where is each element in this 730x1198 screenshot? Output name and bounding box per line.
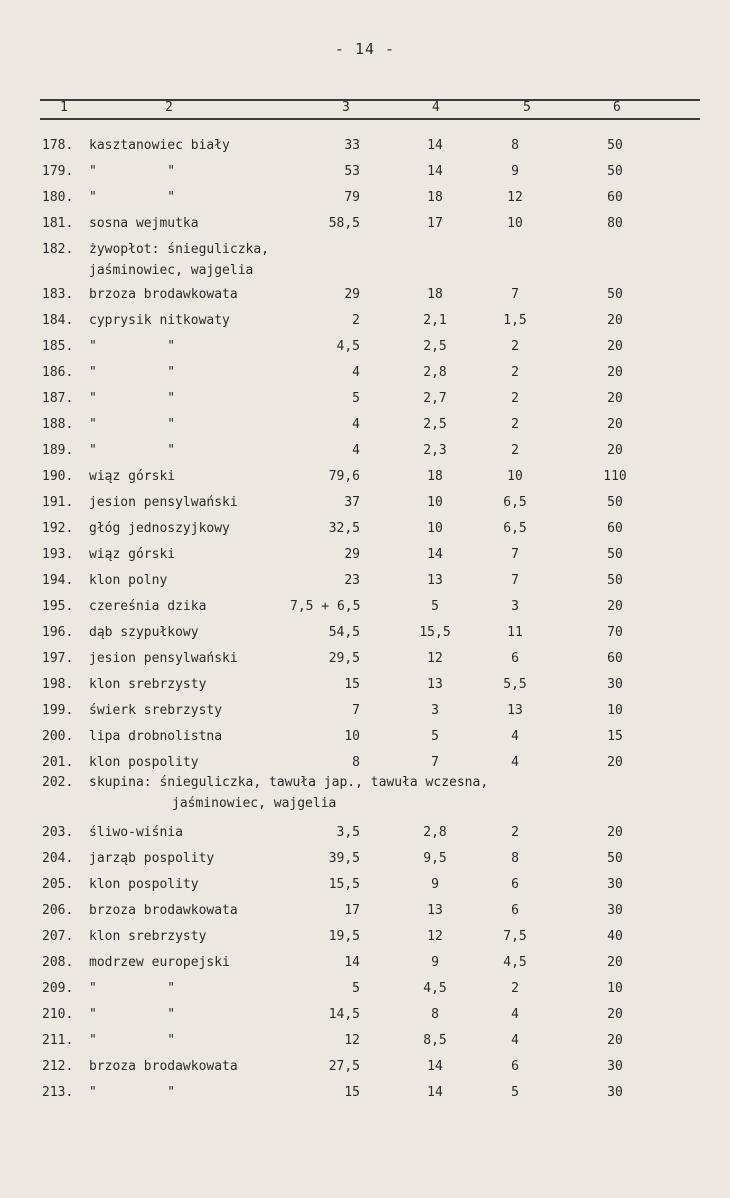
row-col-6: 20 <box>607 955 623 970</box>
row-col-6: 20 <box>607 365 623 380</box>
column-header-6: 6 <box>613 100 621 115</box>
row-col-4: 2,5 <box>423 417 447 432</box>
row-col-3: 12 <box>344 1033 360 1048</box>
row-number: 213. <box>42 1085 74 1100</box>
row-number: 181. <box>42 216 74 231</box>
row-col-5: 4 <box>511 1033 519 1048</box>
row-col-4: 12 <box>427 929 443 944</box>
row-col-6: 20 <box>607 825 623 840</box>
row-number: 182. <box>42 242 74 257</box>
row-col-5: 8 <box>511 138 519 153</box>
row-col-3: 27,5 <box>328 1059 360 1074</box>
row-number: 192. <box>42 521 74 536</box>
table-row <box>0 547 730 567</box>
row-col-4: 13 <box>427 677 443 692</box>
row-col-4: 10 <box>427 495 443 510</box>
row-col-6: 70 <box>607 625 623 640</box>
row-col-6: 20 <box>607 391 623 406</box>
row-col-3: 39,5 <box>328 851 360 866</box>
row-col-3: 5 <box>352 981 360 996</box>
row-col-5: 2 <box>511 365 519 380</box>
row-col-3: 2 <box>352 313 360 328</box>
row-col-4: 18 <box>427 190 443 205</box>
row-col-5: 8 <box>511 851 519 866</box>
row-name: cyprysik nitkowaty <box>89 313 230 328</box>
column-header-2: 2 <box>165 100 173 115</box>
table-row <box>0 495 730 515</box>
row-col-3: 3,5 <box>336 825 360 840</box>
row-col-5: 4 <box>511 729 519 744</box>
row-col-6: 20 <box>607 443 623 458</box>
row-name: " " <box>89 1033 176 1048</box>
table-row <box>0 981 730 1001</box>
row-name: " " <box>89 417 176 432</box>
table-row <box>0 775 730 795</box>
row-col-3: 19,5 <box>328 929 360 944</box>
row-col-3: 37 <box>344 495 360 510</box>
table-row <box>0 469 730 489</box>
table-row <box>0 521 730 541</box>
table-row <box>0 287 730 307</box>
row-name: klon srebrzysty <box>89 929 207 944</box>
row-name: " " <box>89 443 176 458</box>
row-name: głóg jednoszyjkowy <box>89 521 230 536</box>
row-col-3: 7,5 + 6,5 <box>290 599 361 614</box>
row-col-4: 9 <box>431 955 439 970</box>
row-col-5: 2 <box>511 825 519 840</box>
table-row <box>0 417 730 437</box>
row-col-6: 50 <box>607 287 623 302</box>
row-col-3: 10 <box>344 729 360 744</box>
row-name: skupina: śnieguliczka, tawuła jap., tawuła wczesna, <box>89 775 489 790</box>
row-col-6: 30 <box>607 677 623 692</box>
row-name: " " <box>89 339 176 354</box>
row-col-5: 10 <box>507 216 523 231</box>
row-name: brzoza brodawkowata <box>89 903 238 918</box>
table-row <box>0 443 730 463</box>
row-col-3: 4 <box>352 365 360 380</box>
row-col-3: 14 <box>344 955 360 970</box>
row-col-6: 50 <box>607 851 623 866</box>
row-col-3: 14,5 <box>328 1007 360 1022</box>
row-col-4: 14 <box>427 138 443 153</box>
table-row <box>0 729 730 749</box>
row-number: 201. <box>42 755 74 770</box>
row-col-6: 20 <box>607 339 623 354</box>
row-col-6: 20 <box>607 1033 623 1048</box>
row-col-6: 30 <box>607 903 623 918</box>
row-name: kasztanowiec biały <box>89 138 230 153</box>
row-col-4: 8 <box>431 1007 439 1022</box>
header-top-rule <box>40 99 700 101</box>
table-row <box>0 391 730 411</box>
table-row <box>0 164 730 184</box>
row-col-5: 5 <box>511 1085 519 1100</box>
table-row <box>0 339 730 359</box>
row-col-6: 20 <box>607 755 623 770</box>
row-name: świerk srebrzysty <box>89 703 223 718</box>
column-header-4: 4 <box>432 100 440 115</box>
row-col-4: 17 <box>427 216 443 231</box>
row-name: " " <box>89 981 176 996</box>
table-row <box>0 1033 730 1053</box>
row-number: 184. <box>42 313 74 328</box>
row-col-5: 3 <box>511 599 519 614</box>
row-col-4: 2,1 <box>423 313 447 328</box>
row-col-4: 18 <box>427 287 443 302</box>
table-row <box>0 651 730 671</box>
row-col-4: 5 <box>431 599 439 614</box>
row-col-3: 8 <box>352 755 360 770</box>
row-col-4: 2,7 <box>423 391 447 406</box>
row-col-5: 2 <box>511 417 519 432</box>
row-number: 212. <box>42 1059 74 1074</box>
row-name: brzoza brodawkowata <box>89 1059 238 1074</box>
row-col-6: 20 <box>607 313 623 328</box>
row-name: " " <box>89 164 176 179</box>
row-col-6: 40 <box>607 929 623 944</box>
table-row <box>0 1085 730 1105</box>
row-col-6: 50 <box>607 495 623 510</box>
row-col-6: 50 <box>607 138 623 153</box>
row-col-4: 2,8 <box>423 365 447 380</box>
row-col-4: 2,3 <box>423 443 447 458</box>
row-number: 194. <box>42 573 74 588</box>
row-name: jarząb pospolity <box>89 851 215 866</box>
row-col-5: 9 <box>511 164 519 179</box>
table-row <box>0 703 730 723</box>
table-row <box>0 1059 730 1079</box>
row-col-4: 14 <box>427 1085 443 1100</box>
row-name: wiąz górski <box>89 469 176 484</box>
row-col-3: 4 <box>352 443 360 458</box>
table-row <box>0 573 730 593</box>
table-row <box>0 851 730 871</box>
row-col-3: 5 <box>352 391 360 406</box>
row-col-4: 13 <box>427 903 443 918</box>
row-col-3: 4,5 <box>336 339 360 354</box>
row-col-5: 6 <box>511 877 519 892</box>
row-number: 207. <box>42 929 74 944</box>
row-number: 188. <box>42 417 74 432</box>
table-row <box>0 216 730 236</box>
row-name: śliwo-wiśnia <box>89 825 183 840</box>
table-row <box>0 955 730 975</box>
row-number: 197. <box>42 651 74 666</box>
row-name: lipa drobnolistna <box>89 729 223 744</box>
table-row <box>0 877 730 897</box>
row-name: żywopłot: śnieguliczka, <box>89 242 270 257</box>
row-col-6: 30 <box>607 1059 623 1074</box>
row-col-6: 30 <box>607 1085 623 1100</box>
row-col-3: 79 <box>344 190 360 205</box>
row-number: 208. <box>42 955 74 970</box>
row-name: czereśnia dzika <box>89 599 207 614</box>
table-row <box>0 190 730 210</box>
row-col-5: 2 <box>511 981 519 996</box>
row-col-6: 10 <box>607 981 623 996</box>
row-name: " " <box>89 391 176 406</box>
row-col-3: 17 <box>344 903 360 918</box>
row-number: 206. <box>42 903 74 918</box>
row-col-5: 11 <box>507 625 523 640</box>
column-header-1: 1 <box>60 100 68 115</box>
row-number: 199. <box>42 703 74 718</box>
row-col-6: 110 <box>603 469 627 484</box>
row-col-6: 80 <box>607 216 623 231</box>
row-col-5: 6 <box>511 1059 519 1074</box>
row-col-5: 7 <box>511 547 519 562</box>
row-col-4: 12 <box>427 651 443 666</box>
row-number: 179. <box>42 164 74 179</box>
row-name: klon srebrzysty <box>89 677 207 692</box>
table-row <box>0 755 730 775</box>
row-col-4: 4,5 <box>423 981 447 996</box>
row-col-4: 3 <box>431 703 439 718</box>
row-col-6: 20 <box>607 1007 623 1022</box>
row-number: 190. <box>42 469 74 484</box>
row-col-3: 15,5 <box>328 877 360 892</box>
row-col-5: 1,5 <box>503 313 527 328</box>
row-name-continuation: jaśminowiec, wajgelia <box>172 796 337 811</box>
row-col-3: 58,5 <box>328 216 360 231</box>
row-number: 189. <box>42 443 74 458</box>
table-row <box>0 242 730 262</box>
row-col-3: 53 <box>344 164 360 179</box>
row-number: 187. <box>42 391 74 406</box>
row-col-5: 12 <box>507 190 523 205</box>
row-col-3: 79,6 <box>328 469 360 484</box>
row-number: 186. <box>42 365 74 380</box>
row-number: 209. <box>42 981 74 996</box>
row-number: 202. <box>42 775 74 790</box>
row-col-5: 7,5 <box>503 929 527 944</box>
row-col-6: 20 <box>607 599 623 614</box>
row-name: wiąz górski <box>89 547 176 562</box>
row-number: 203. <box>42 825 74 840</box>
row-col-5: 10 <box>507 469 523 484</box>
row-col-4: 5 <box>431 729 439 744</box>
row-number: 198. <box>42 677 74 692</box>
row-name: " " <box>89 190 176 205</box>
row-number: 210. <box>42 1007 74 1022</box>
row-col-4: 14 <box>427 1059 443 1074</box>
table-row <box>0 1007 730 1027</box>
table-row <box>0 313 730 333</box>
row-col-5: 6,5 <box>503 495 527 510</box>
row-col-4: 7 <box>431 755 439 770</box>
row-col-5: 5,5 <box>503 677 527 692</box>
row-name: " " <box>89 365 176 380</box>
column-header-3: 3 <box>342 100 350 115</box>
row-name: brzoza brodawkowata <box>89 287 238 302</box>
row-col-5: 2 <box>511 443 519 458</box>
row-col-3: 29 <box>344 547 360 562</box>
row-name: sosna wejmutka <box>89 216 199 231</box>
row-name: klon pospolity <box>89 755 199 770</box>
row-col-3: 7 <box>352 703 360 718</box>
row-name: " " <box>89 1007 176 1022</box>
row-col-3: 4 <box>352 417 360 432</box>
row-col-6: 20 <box>607 417 623 432</box>
row-col-6: 50 <box>607 164 623 179</box>
row-col-4: 18 <box>427 469 443 484</box>
row-col-3: 54,5 <box>328 625 360 640</box>
row-name-continuation: jaśminowiec, wajgelia <box>89 263 254 278</box>
row-name: " " <box>89 1085 176 1100</box>
row-name: dąb szypułkowy <box>89 625 199 640</box>
row-col-5: 2 <box>511 339 519 354</box>
row-col-4: 10 <box>427 521 443 536</box>
row-col-4: 2,5 <box>423 339 447 354</box>
table-row <box>0 825 730 845</box>
page-number: - 14 - <box>334 40 396 58</box>
row-number: 178. <box>42 138 74 153</box>
row-col-6: 60 <box>607 521 623 536</box>
row-name: klon polny <box>89 573 168 588</box>
row-col-6: 10 <box>607 703 623 718</box>
row-col-5: 2 <box>511 391 519 406</box>
header-bottom-rule <box>40 118 700 120</box>
row-col-4: 8,5 <box>423 1033 447 1048</box>
row-number: 205. <box>42 877 74 892</box>
row-col-4: 2,8 <box>423 825 447 840</box>
row-col-6: 60 <box>607 651 623 666</box>
row-col-6: 50 <box>607 573 623 588</box>
row-col-5: 7 <box>511 573 519 588</box>
row-col-5: 7 <box>511 287 519 302</box>
row-col-3: 15 <box>344 1085 360 1100</box>
row-name: jesion pensylwański <box>89 651 238 666</box>
row-col-4: 13 <box>427 573 443 588</box>
row-number: 211. <box>42 1033 74 1048</box>
row-col-4: 9,5 <box>423 851 447 866</box>
table-row <box>0 929 730 949</box>
row-col-3: 23 <box>344 573 360 588</box>
row-col-6: 30 <box>607 877 623 892</box>
table-row <box>0 599 730 619</box>
row-col-3: 29,5 <box>328 651 360 666</box>
row-col-4: 15,5 <box>419 625 451 640</box>
row-col-3: 33 <box>344 138 360 153</box>
table-row <box>0 677 730 697</box>
row-number: 200. <box>42 729 74 744</box>
row-col-5: 4,5 <box>503 955 527 970</box>
table-row <box>0 625 730 645</box>
table-row <box>0 903 730 923</box>
row-col-5: 6 <box>511 651 519 666</box>
row-number: 183. <box>42 287 74 302</box>
row-col-4: 14 <box>427 164 443 179</box>
row-col-5: 4 <box>511 1007 519 1022</box>
row-col-4: 14 <box>427 547 443 562</box>
row-col-3: 29 <box>344 287 360 302</box>
row-col-6: 50 <box>607 547 623 562</box>
row-col-5: 13 <box>507 703 523 718</box>
row-number: 204. <box>42 851 74 866</box>
row-col-5: 4 <box>511 755 519 770</box>
row-number: 193. <box>42 547 74 562</box>
row-name: jesion pensylwański <box>89 495 238 510</box>
row-name: modrzew europejski <box>89 955 230 970</box>
row-col-4: 9 <box>431 877 439 892</box>
row-col-5: 6 <box>511 903 519 918</box>
row-number: 196. <box>42 625 74 640</box>
row-col-6: 15 <box>607 729 623 744</box>
row-col-6: 60 <box>607 190 623 205</box>
column-header-5: 5 <box>523 100 531 115</box>
row-number: 191. <box>42 495 74 510</box>
table-row <box>0 138 730 158</box>
row-col-3: 32,5 <box>328 521 360 536</box>
row-name: klon pospolity <box>89 877 199 892</box>
row-number: 185. <box>42 339 74 354</box>
row-number: 195. <box>42 599 74 614</box>
table-row <box>0 365 730 385</box>
row-number: 180. <box>42 190 74 205</box>
row-col-3: 15 <box>344 677 360 692</box>
row-col-5: 6,5 <box>503 521 527 536</box>
